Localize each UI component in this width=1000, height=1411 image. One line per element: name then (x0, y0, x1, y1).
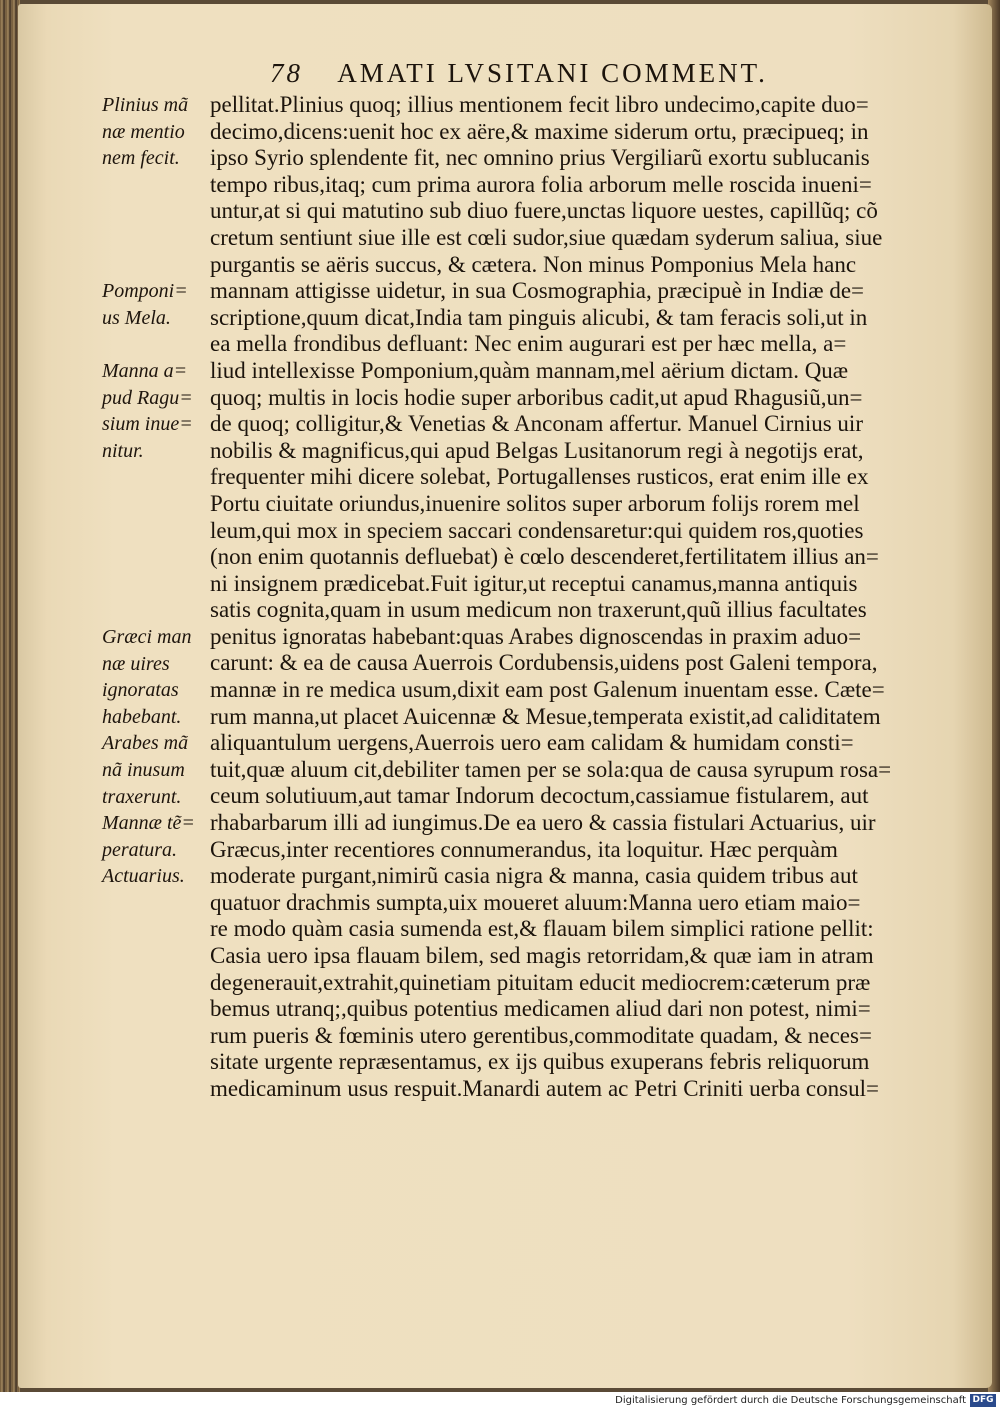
margin-note-line: Arabes mã (102, 732, 189, 755)
text-line: scriptione,quum dicat,India tam pinguis alicubi, & tam feracis soli,ut in (210, 304, 868, 330)
margin-note (102, 92, 188, 172)
text-line: de quoq; colligitur,& Venetias & Anconam affertur. Manuel Cirnius uir (210, 411, 863, 437)
margin-note-line: nitur. (102, 439, 144, 462)
margin-note-line: us Mela. (102, 306, 171, 329)
text-line: rhabarbarum illi ad iungimus.De ea uero & cassia fistulari Actuarius, uir (210, 810, 876, 836)
text-line: cretum sentiunt siue ille est cœli sudor,siue quædam syderum saliua, siue (210, 224, 883, 250)
text-line: penitus ignoratas habebant:quas Arabes dignoscendas in praxim aduo= (210, 623, 862, 649)
margin-note-line: pud Ragu= (102, 386, 193, 409)
text-line: rum pueris & fœminis utero gerentibus,commoditate quadam, & neces= (210, 1022, 872, 1048)
text-line: medicaminum usus respuit.Manardi autem ac Petri Criniti uerba consul= (210, 1075, 879, 1101)
margin-note-line: Manna a= (102, 360, 188, 382)
text-line: quoq; multis in locis hodie super arboribus cadit,ut apud Rhagusiũ,un= (210, 384, 863, 410)
margin-note-line: peratura. (102, 838, 177, 861)
margin-note-line: Actuarius. (102, 865, 185, 888)
text-line: tuit,quæ aluum cit,debiliter tamen per se sola:qua de causa syrupum rosa= (210, 756, 892, 782)
text-line: purgantis se aëris succus, & cætera. Non minus Pomponius Mela hanc (210, 251, 857, 277)
dfg-logo: DFG (970, 1394, 996, 1407)
margin-note-line: nã inusum (102, 758, 185, 781)
text-line: liud intellexisse Pomponium,quàm mannam,mel aërium dictam. Quæ (210, 357, 849, 383)
text-line: rum manna,ut placet Auicennæ & Mesue,temperata existit,ad caliditatem (210, 703, 881, 729)
margin-note (102, 810, 195, 863)
footer (0, 1392, 1000, 1411)
text-line: bemus utranq;,quibus potentius medicamen aliud dari non potest, nimi= (210, 996, 871, 1022)
margin-note-line: nem fecit. (102, 147, 180, 170)
text-line: nobilis & magnificus,qui apud Belgas Lusitanorum regi à negotijs erat, (210, 437, 864, 463)
text-line: Casia uero ipsa flauam bilem, sed magis retorridam,& quæ iam in atram (210, 943, 874, 968)
footer-credit: Digitalisierung gefördert durch die Deutsche Forschungsgemeinschaft (615, 1395, 966, 1406)
text-line: sitate urgente repræsentamus, ex ijs quibus exuperans febris reliquorum (210, 1049, 870, 1075)
text-line: frequenter mihi dicere solebat, Portugallenses rusticos, erat enim ille ex (210, 464, 869, 490)
margin-note-line: Pomponi= (102, 280, 188, 303)
text-line: pellitat.Plinius quoq; illius mentionem fecit libro undecimo,capite duo= (210, 92, 869, 117)
margin-note-line: ignoratas (102, 679, 179, 702)
text-line: re modo quàm casia sumenda est,& flauam bilem simplici ratione pellit: (210, 916, 874, 942)
margin-note (102, 278, 188, 331)
text-line: satis cognita,quam in usum medicum non traxerunt,quũ illius facultates (210, 597, 867, 623)
body-text (210, 92, 970, 1103)
margin-note-line: traxerunt. (102, 785, 182, 808)
running-title: AMATI LVSITANI COMMENT. (337, 58, 768, 88)
text-line: degenerauit,extrahit,quinetiam pituitam educit mediocrem:cæterum præ (210, 969, 871, 995)
text-line: mannam attigisse uidetur, in sua Cosmographia, præcipuè in Indiæ de= (210, 278, 865, 304)
text-line: (non enim quotannis defluebat) è cœlo descenderet,fertilitatem illius an= (210, 544, 879, 570)
book-edge (0, 0, 20, 1392)
margin-note-line: Mannæ tẽ= (102, 812, 195, 835)
margin-note (102, 730, 188, 810)
text-line: Græcus,inter recentiores connumerandus, ita loquitur. Hæc perquàm (210, 836, 838, 862)
text-line: mannæ in re medica usum,dixit eam post Galenum inuentam esse. Cæte= (210, 677, 885, 703)
margin-note (102, 863, 185, 890)
text-line: decimo,dicens:uenit hoc ex aëre,& maxime siderum ortu, præcipueq; in (210, 118, 869, 144)
text-line: ni insignem prædicebat.Fuit igitur,ut receptui canamus,manna antiquis (210, 570, 858, 596)
text-line: quatuor drachmis sumpta,uix moueret aluum:Manna uero etiam maio= (210, 889, 861, 915)
margin-note (102, 358, 193, 464)
page-number: 78 (270, 58, 303, 88)
text-line: ceum solutiuum,aut tamar Indorum decoctum,cassiamue fistularem, aut (210, 783, 869, 809)
text-line: moderate purgant,nimirũ casia nigra & manna, casia quidem tribus aut (210, 863, 858, 889)
running-header (270, 58, 830, 94)
text-line: tempo ribus,itaq; cum prima aurora folia arborum melle roscida inueni= (210, 171, 872, 197)
margin-note (102, 624, 191, 730)
text-line: ipso Syrio splendente fit, nec omnino prius Vergiliarũ exortu sublucanis (210, 145, 870, 171)
text-line: ea mella frondibus defluant: Nec enim augurari est per hæc mella, a= (210, 331, 847, 357)
text-line: carunt: & ea de causa Auerrois Cordubensis,uidens post Galeni tempora, (210, 650, 878, 676)
margin-note-line: Græci man (102, 626, 192, 648)
margin-note-line: sium inue= (102, 413, 193, 436)
margin-note-line: næ mentio (102, 120, 185, 143)
margin-note-line: habebant. (102, 705, 182, 728)
margin-note-line: Plinius mã (102, 94, 189, 116)
text-line: Portu ciuitate oriundus,inuenire solitos super arborum folijs rorem mel (210, 490, 860, 516)
text-line: aliquantulum uergens,Auerrois uero eam calidam & humidam consti= (210, 730, 854, 756)
text-line: leum,qui mox in speciem saccari condensaretur:qui quidem ros,quoties (210, 517, 864, 543)
margin-note-line: næ uires (102, 652, 170, 675)
text-line: untur,at si qui matutino sub diuo fuere,unctas liquore uestes, capillũq; cõ (210, 198, 878, 224)
